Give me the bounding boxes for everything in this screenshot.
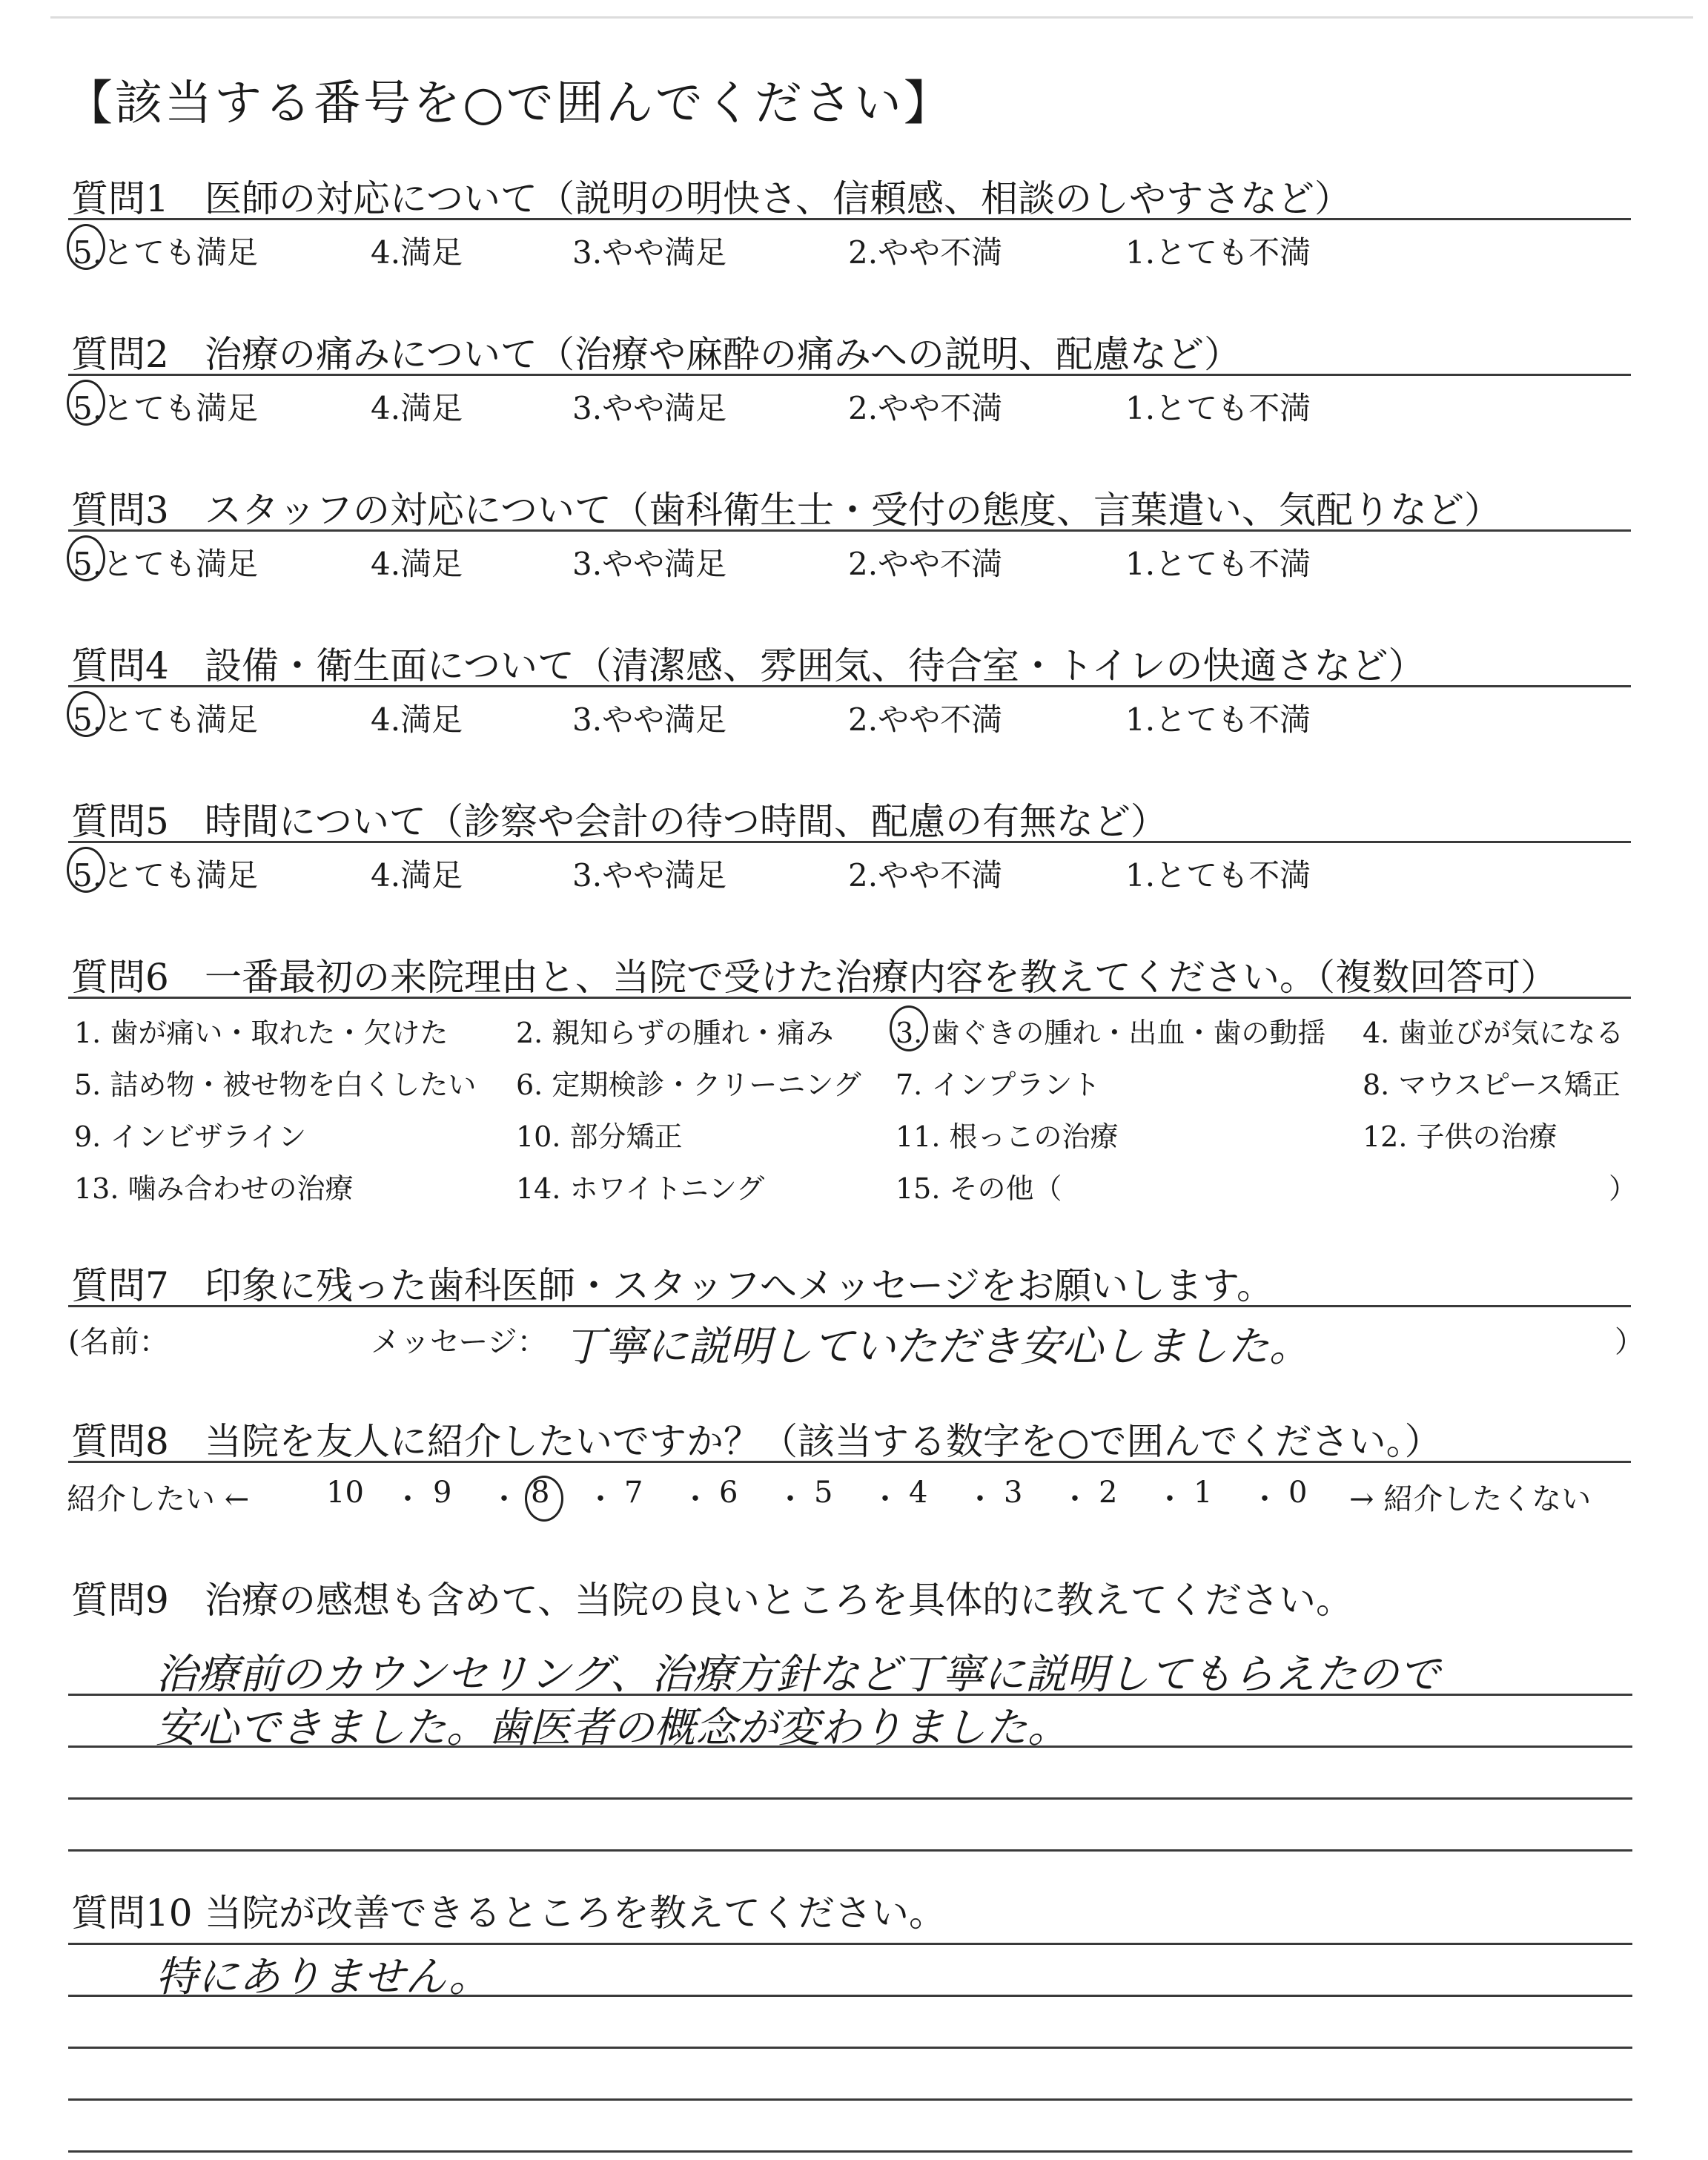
- selection-circle: [67, 691, 105, 737]
- reason-option-15[interactable]: 15. その他（: [896, 1172, 1062, 1205]
- question-number: 質問10: [71, 1892, 193, 1935]
- question-number: 質問6: [71, 956, 169, 999]
- selection-circle: [890, 1005, 928, 1051]
- rating-option-4[interactable]: 4.満足: [371, 546, 463, 582]
- question-title: スタッフの対応について（歯科衛生士・受付の態度、言葉遣い、気配りなど）: [205, 489, 1501, 532]
- rating-option-1[interactable]: 1.とても不満: [1125, 701, 1311, 738]
- scale-2[interactable]: 2: [1099, 1476, 1118, 1510]
- writing-line: [68, 1797, 1632, 1800]
- scale-left-label: 紹介したい ←: [67, 1482, 250, 1516]
- rating-option-2[interactable]: 2.やや不満: [848, 701, 1003, 738]
- question-title: 治療の痛みについて（治療や麻酔の痛みへの説明、配慮など）: [205, 333, 1241, 376]
- writing-line: [68, 1849, 1632, 1852]
- reason-option-4[interactable]: 4. 歯並びが気になる: [1363, 1017, 1624, 1049]
- question-title: 当院が改善できるところを教えてください。: [205, 1892, 946, 1935]
- writing-line: [68, 2047, 1632, 2049]
- question-number: 質問9: [71, 1579, 169, 1622]
- question-rule: [68, 685, 1631, 687]
- reason-option-5[interactable]: 5. 詰め物・被せ物を白くしたい: [74, 1069, 477, 1101]
- rating-option-5[interactable]: 5.とても満足: [73, 540, 258, 584]
- question-number: 質問1: [71, 177, 169, 220]
- reason-option-7[interactable]: 7. インプラント: [896, 1069, 1101, 1101]
- selection-circle: [67, 847, 105, 893]
- rating-option-3[interactable]: 3.やや満足: [572, 234, 727, 271]
- rating-option-4[interactable]: 4.満足: [371, 234, 463, 271]
- question-number: 質問8: [71, 1420, 169, 1463]
- writing-line: [68, 1995, 1632, 1997]
- form-header: 【該当する番号を○で囲んでください】: [65, 76, 953, 131]
- selection-circle: [67, 535, 105, 581]
- scale-3[interactable]: 3: [1004, 1476, 1023, 1510]
- writing-line: [68, 1745, 1632, 1748]
- rating-option-5[interactable]: 5.とても満足: [73, 696, 258, 740]
- rating-option-4[interactable]: 4.満足: [371, 390, 463, 426]
- question-title: 印象に残った歯科医師・スタッフへメッセージをお願いします。: [205, 1264, 1274, 1307]
- scale-right-label: → 紹介したくない: [1349, 1482, 1592, 1516]
- rating-options: [0, 228, 1708, 273]
- question-title: 医師の対応について（説明の明快さ、信頼感、相談のしやすさなど）: [205, 177, 1351, 220]
- reason-option-10[interactable]: 10. 部分矯正: [516, 1120, 683, 1153]
- question-rule: [68, 841, 1631, 843]
- scale-dot: ・: [586, 1482, 615, 1516]
- question-number: 質問7: [71, 1264, 169, 1307]
- reason-option-15-close: ）: [1609, 1172, 1638, 1205]
- rating-option-1[interactable]: 1.とても不満: [1125, 546, 1311, 582]
- rating-options: [0, 540, 1708, 584]
- question-rule: [68, 1305, 1631, 1307]
- rating-option-4[interactable]: 4.満足: [371, 857, 463, 894]
- reason-option-14[interactable]: 14. ホワイトニング: [516, 1172, 765, 1205]
- message-handwritten[interactable]: 丁寧に説明していただき安心しました。: [563, 1323, 1311, 1371]
- scale-4[interactable]: 4: [909, 1476, 928, 1510]
- rating-option-5[interactable]: 5.とても満足: [73, 384, 258, 429]
- writing-line: [68, 2150, 1632, 2153]
- scale-dot: ・: [965, 1482, 995, 1516]
- rating-option-1[interactable]: 1.とても不満: [1125, 234, 1311, 271]
- question-rule: [68, 529, 1631, 532]
- rating-options: [0, 851, 1708, 896]
- rating-options: [0, 696, 1708, 740]
- reason-option-3[interactable]: 3. 歯ぐきの腫れ・出血・歯の動揺: [896, 1010, 1325, 1051]
- scale-dot: ・: [775, 1482, 805, 1516]
- scale-dot: ・: [1155, 1482, 1185, 1516]
- selection-circle: [67, 224, 105, 270]
- question-title: 時間について（診察や会計の待つ時間、配慮の有無など）: [205, 800, 1168, 843]
- reason-option-9[interactable]: 9. インビザライン: [74, 1120, 307, 1153]
- rating-option-1[interactable]: 1.とても不満: [1125, 857, 1311, 894]
- rating-option-2[interactable]: 2.やや不満: [848, 234, 1003, 271]
- message-label: メッセージ：: [371, 1325, 547, 1359]
- rating-option-2[interactable]: 2.やや不満: [848, 390, 1003, 426]
- reason-option-8[interactable]: 8. マウスピース矯正: [1363, 1069, 1621, 1101]
- rating-options: [0, 384, 1708, 429]
- question-title: 当院を友人に紹介したいですか？（該当する数字を○で囲んでください。）: [205, 1420, 1442, 1463]
- scale-dot: ・: [393, 1482, 423, 1516]
- message-close-paren: ）: [1615, 1325, 1644, 1359]
- question-rule: [68, 218, 1631, 220]
- rating-option-2[interactable]: 2.やや不満: [848, 546, 1003, 582]
- top-border: [50, 16, 1693, 19]
- scale-9[interactable]: 9: [433, 1476, 452, 1510]
- scale-dot: ・: [681, 1482, 710, 1516]
- rating-option-2[interactable]: 2.やや不満: [848, 857, 1003, 894]
- rating-option-3[interactable]: 3.やや満足: [572, 546, 727, 582]
- rating-option-4[interactable]: 4.満足: [371, 701, 463, 738]
- scale-dot: ・: [1060, 1482, 1090, 1516]
- question-rule: [68, 1461, 1631, 1463]
- scale-6[interactable]: 6: [719, 1476, 738, 1510]
- rating-option-3[interactable]: 3.やや満足: [572, 857, 727, 894]
- name-label: (名前：: [68, 1325, 169, 1359]
- question-title: 治療の感想も含めて、当院の良いところを具体的に教えてください。: [205, 1579, 1353, 1622]
- reason-option-1[interactable]: 1. 歯が痛い・取れた・欠けた: [74, 1017, 448, 1049]
- question-title: 設備・衛生面について（清潔感、雰囲気、待合室・トイレの快適さなど）: [205, 644, 1426, 687]
- question-title: 一番最初の来院理由と、当院で受けた治療内容を教えてください。（複数回答可）: [205, 956, 1558, 999]
- reason-option-6[interactable]: 6. 定期検診・クリーニング: [516, 1069, 861, 1101]
- reason-option-12[interactable]: 12. 子供の治療: [1363, 1120, 1558, 1153]
- scale-dot: ・: [870, 1482, 900, 1516]
- selection-circle: [67, 380, 105, 426]
- improvement-handwritten[interactable]: 特にありません。: [156, 1953, 491, 2001]
- question-number: 質問2: [71, 333, 169, 376]
- scale-dot: ・: [489, 1482, 519, 1516]
- rating-option-3[interactable]: 3.やや満足: [572, 701, 727, 738]
- scale-dot: ・: [1250, 1482, 1280, 1516]
- answer-handwritten-line-2[interactable]: 安心できました。歯医者の概念が変わりました。: [156, 1704, 1069, 1752]
- question-number: 質問5: [71, 800, 169, 843]
- scale-7[interactable]: 7: [624, 1476, 643, 1510]
- writing-line: [68, 2098, 1632, 2101]
- scale-1[interactable]: 1: [1194, 1476, 1213, 1510]
- reason-option-11[interactable]: 11. 根っこの治療: [896, 1120, 1119, 1153]
- question-rule: [68, 374, 1631, 376]
- question-number: 質問4: [71, 644, 169, 687]
- scale-5[interactable]: 5: [814, 1476, 833, 1510]
- rating-option-3[interactable]: 3.やや満足: [572, 390, 727, 426]
- scale-10[interactable]: 10: [326, 1476, 364, 1510]
- scale-0[interactable]: 0: [1288, 1476, 1308, 1510]
- rating-option-1[interactable]: 1.とても不満: [1125, 390, 1311, 426]
- rating-option-5[interactable]: 5.とても満足: [73, 228, 258, 273]
- question-rule: [68, 997, 1631, 999]
- rating-option-5[interactable]: 5.とても満足: [73, 851, 258, 896]
- reason-option-2[interactable]: 2. 親知らずの腫れ・痛み: [516, 1017, 834, 1049]
- answer-handwritten-line-1[interactable]: 治療前のカウンセリング、治療方針など丁寧に説明してもらえたので: [156, 1651, 1440, 1699]
- question-number: 質問3: [71, 489, 169, 532]
- reason-option-13[interactable]: 13. 噛み合わせの治療: [74, 1172, 354, 1205]
